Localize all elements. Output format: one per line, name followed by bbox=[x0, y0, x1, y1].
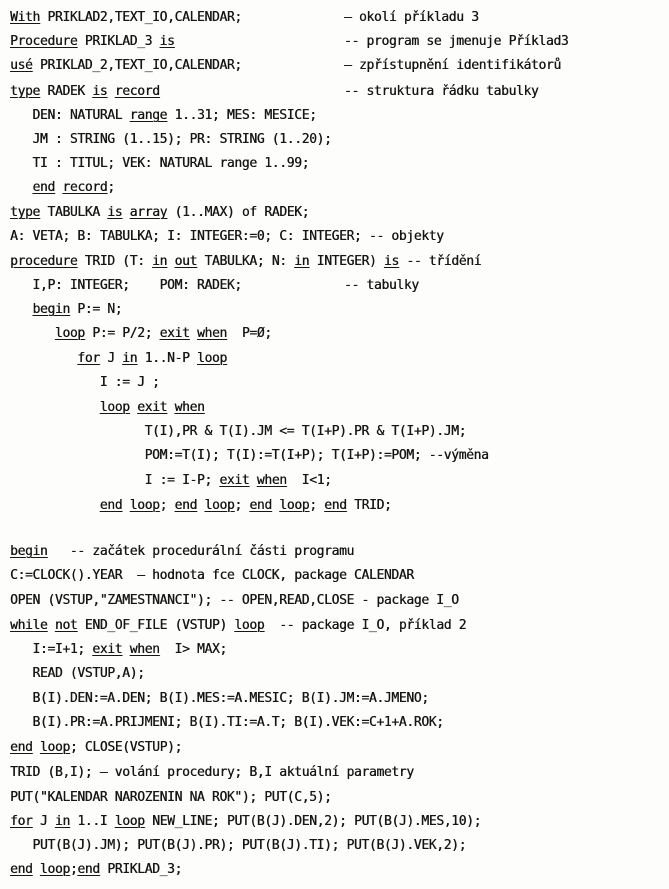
code-line bbox=[10, 371, 160, 395]
keyword: begin bbox=[10, 544, 48, 559]
code-text bbox=[107, 84, 114, 99]
code-text bbox=[10, 180, 32, 195]
code-line bbox=[10, 30, 569, 54]
code-text bbox=[32, 740, 39, 755]
code-text: ; bbox=[309, 498, 325, 513]
code-text: I<1; bbox=[286, 473, 332, 488]
keyword: range bbox=[129, 108, 168, 123]
code-text bbox=[10, 351, 77, 366]
keyword: loop bbox=[114, 814, 145, 829]
keyword: type bbox=[10, 205, 40, 220]
code-line bbox=[10, 736, 182, 760]
code-text bbox=[10, 302, 32, 317]
keyword: is bbox=[159, 34, 175, 49]
code-text: END_OF_FILE (VSTUP) bbox=[77, 618, 235, 633]
keyword: in bbox=[122, 351, 138, 366]
code-comment: -- struktura řádku tabulky bbox=[344, 84, 539, 99]
code-line bbox=[10, 494, 391, 518]
keyword: when bbox=[174, 400, 205, 415]
code-line bbox=[10, 858, 182, 882]
keyword: is bbox=[92, 84, 108, 99]
code-text bbox=[10, 326, 55, 341]
keyword: is bbox=[107, 205, 123, 220]
code-comment: -- program se jmenuje Příklad3 bbox=[344, 34, 569, 49]
code-text bbox=[167, 254, 174, 269]
keyword: end bbox=[249, 498, 272, 513]
code-text: ; bbox=[234, 498, 250, 513]
code-line bbox=[10, 128, 332, 152]
keyword: loop bbox=[196, 351, 227, 366]
code-text: P:= N; bbox=[69, 302, 123, 317]
code-text: B(I).PR:=A.PRIJMENI; B(I).TI:=A.T; B(I).VEK:=C+1+A.ROK; bbox=[10, 715, 444, 730]
keyword: for bbox=[10, 814, 33, 829]
code-text: I> MAX; bbox=[159, 642, 227, 657]
code-line bbox=[10, 638, 227, 662]
keyword: in bbox=[54, 814, 70, 829]
code-text: C:=CLOCK().YEAR — hodnota fce CLOCK, package CALENDAR bbox=[10, 568, 414, 583]
keyword: type bbox=[10, 84, 40, 99]
keyword: exit bbox=[92, 642, 123, 657]
keyword: loop bbox=[279, 498, 310, 513]
keyword: end bbox=[77, 862, 100, 877]
code-text: TRID (B,I); — volání procedury; B,I aktuální parametry bbox=[10, 765, 414, 780]
code-text: PRIKLAD_3 bbox=[77, 34, 160, 49]
keyword: in bbox=[294, 254, 310, 269]
code-line bbox=[10, 810, 481, 834]
code-text: T(I),PR & T(I).JM <= T(I+P).PR & T(I+P).JM; bbox=[10, 424, 467, 439]
code-text: 1..N-P bbox=[137, 351, 197, 366]
keyword: begin bbox=[32, 302, 70, 317]
code-text: I:=I+1; bbox=[10, 642, 93, 657]
code-line bbox=[10, 540, 354, 564]
code-comment: — zpřístupnění identifikátorů bbox=[344, 58, 561, 73]
keyword: usé bbox=[10, 58, 33, 73]
code-line bbox=[10, 322, 272, 346]
code-line bbox=[10, 469, 332, 493]
keyword: is bbox=[383, 254, 399, 269]
code-text bbox=[10, 498, 100, 513]
code-line bbox=[10, 444, 489, 468]
code-line bbox=[10, 564, 414, 588]
code-text: -- třídění bbox=[398, 254, 482, 269]
code-line bbox=[10, 687, 429, 711]
code-line bbox=[10, 614, 466, 638]
code-text: ; CLOSE(VSTUP); bbox=[69, 740, 182, 755]
code-text: TI : TITUL; VEK: NATURAL range 1..99; bbox=[10, 156, 310, 171]
code-text: I := I-P; bbox=[10, 473, 220, 488]
code-text: PUT(B(J).JM); PUT(B(J).PR); PUT(B(J).TI); PUT(B(J).VEK,2); bbox=[10, 838, 467, 853]
keyword: loop bbox=[39, 740, 70, 755]
code-text: INTEGER) bbox=[309, 254, 384, 269]
code-line bbox=[10, 225, 444, 249]
code-line bbox=[10, 80, 539, 104]
keyword: With bbox=[10, 10, 40, 25]
code-text: PRIKLAD_3; bbox=[99, 862, 183, 877]
code-text: POM:=T(I); T(I):=T(I+P); T(I+P):=POM; --výměna bbox=[10, 448, 489, 463]
keyword: loop bbox=[129, 498, 160, 513]
code-text: I := J ; bbox=[10, 375, 160, 390]
code-line bbox=[10, 347, 227, 371]
code-line bbox=[10, 104, 317, 128]
code-text bbox=[167, 400, 174, 415]
keyword: loop bbox=[99, 400, 130, 415]
code-text: DEN: NATURAL bbox=[10, 108, 130, 123]
keyword: exit bbox=[137, 400, 168, 415]
code-text bbox=[10, 400, 100, 415]
code-text: TABULKA; N: bbox=[196, 254, 295, 269]
keyword: while bbox=[10, 618, 48, 633]
code-text: PUT("KALENDAR NAROZENIN NA ROK"); PUT(C,5); bbox=[10, 790, 332, 805]
code-text bbox=[122, 205, 129, 220]
code-line bbox=[10, 589, 459, 613]
keyword: record bbox=[114, 84, 160, 99]
code-line bbox=[10, 662, 145, 686]
keyword: out bbox=[174, 254, 197, 269]
code-line bbox=[10, 274, 419, 298]
keyword: when bbox=[196, 326, 227, 341]
code-line bbox=[10, 250, 481, 274]
keyword: loop bbox=[54, 326, 85, 341]
keyword: end bbox=[99, 498, 123, 513]
code-text: OPEN (VSTUP,"ZAMESTNANCI"); -- OPEN,READ,CLOSE - package I_O bbox=[10, 593, 459, 608]
keyword: end bbox=[10, 862, 33, 877]
keyword: not bbox=[54, 618, 78, 633]
code-text bbox=[47, 618, 54, 633]
keyword: end bbox=[174, 498, 197, 513]
code-line bbox=[10, 711, 444, 735]
code-text: TRID (T: bbox=[77, 254, 153, 269]
code-line bbox=[10, 396, 204, 420]
code-line bbox=[10, 298, 122, 322]
code-line bbox=[10, 6, 479, 30]
code-line bbox=[10, 834, 466, 858]
code-text: JM : STRING (1..15); PR: STRING (1..20); bbox=[10, 132, 332, 147]
code-text: READ (VSTUP,A); bbox=[10, 666, 145, 681]
code-line bbox=[10, 786, 332, 810]
code-text bbox=[190, 326, 197, 341]
code-text bbox=[32, 862, 39, 877]
code-text: A: VETA; B: TABULKA; I: INTEGER:=0; C: INTEGER; -- objekty bbox=[10, 229, 444, 244]
code-text: (1..MAX) of RADEK; bbox=[167, 205, 310, 220]
code-text: P=Ø; bbox=[226, 326, 272, 341]
code-line bbox=[10, 201, 309, 225]
code-line bbox=[10, 54, 561, 78]
code-comment: -- tabulky bbox=[344, 278, 419, 293]
keyword: loop bbox=[204, 498, 235, 513]
keyword: array bbox=[129, 205, 168, 220]
keyword: loop bbox=[39, 862, 70, 877]
code-text: PRIKLAD_2,TEXT_IO,CALENDAR; bbox=[32, 58, 242, 73]
code-text: B(I).DEN:=A.DEN; B(I).MES:=A.MESIC; B(I).JM:=A.JMENO; bbox=[10, 691, 429, 706]
keyword: Procedure bbox=[10, 34, 78, 49]
code-text bbox=[122, 498, 129, 513]
code-text: ; bbox=[159, 498, 175, 513]
code-text bbox=[122, 642, 129, 657]
keyword: procedure bbox=[10, 254, 78, 269]
keyword: when bbox=[256, 473, 287, 488]
keyword: in bbox=[152, 254, 168, 269]
keyword: exit bbox=[159, 326, 190, 341]
code-text: J bbox=[32, 814, 55, 829]
keyword: for bbox=[77, 351, 100, 366]
keyword: end bbox=[32, 180, 55, 195]
code-text: TRID; bbox=[346, 498, 392, 513]
code-text: RADEK bbox=[39, 84, 93, 99]
code-text: -- začátek procedurální části programu bbox=[47, 544, 354, 559]
keyword: exit bbox=[219, 473, 250, 488]
code-text: TABULKA bbox=[39, 205, 108, 220]
code-text: -- package I_O, příklad 2 bbox=[264, 618, 467, 633]
keyword: end bbox=[10, 740, 33, 755]
keyword: when bbox=[129, 642, 160, 657]
code-text bbox=[249, 473, 256, 488]
code-line bbox=[10, 761, 414, 785]
code-line bbox=[10, 420, 466, 444]
code-text: PRIKLAD2,TEXT_IO,CALENDAR; bbox=[39, 10, 242, 25]
code-text: 1..31; MES: MESICE; bbox=[167, 108, 317, 123]
code-text: I,P: INTEGER; POM: RADEK; bbox=[10, 278, 242, 293]
code-line bbox=[10, 152, 309, 176]
code-line bbox=[10, 176, 115, 200]
code-text: J bbox=[99, 351, 123, 366]
code-text: NEW_LINE; PUT(B(J).DEN,2); PUT(B(J).MES,10); bbox=[144, 814, 482, 829]
code-text: ; bbox=[107, 180, 115, 195]
code-text: P:= P/2; bbox=[84, 326, 160, 341]
keyword: record bbox=[62, 180, 108, 195]
keyword: loop bbox=[234, 618, 265, 633]
keyword: end bbox=[324, 498, 347, 513]
code-comment: — okolí příkladu 3 bbox=[344, 10, 479, 25]
code-text: 1..I bbox=[69, 814, 115, 829]
code-text: ; bbox=[69, 862, 78, 877]
